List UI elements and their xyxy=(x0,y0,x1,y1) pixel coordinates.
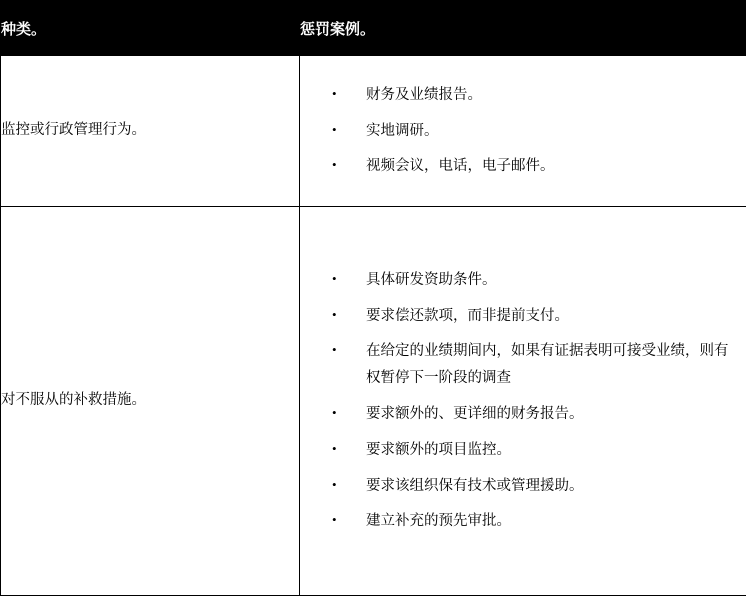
list-item: • 要求额外的项目监控。 xyxy=(300,437,746,464)
row-case-list-cell xyxy=(300,207,746,596)
bullet-list xyxy=(300,267,746,536)
bullet-list xyxy=(300,82,746,180)
table-header-row xyxy=(1,1,746,56)
list-item: • 要求该组织保有技术或管理援助。 xyxy=(300,473,746,500)
table-header xyxy=(1,1,746,56)
list-item: • 具体研发资助条件。 xyxy=(300,267,746,294)
list-item: • 财务及业绩报告。 xyxy=(300,82,746,109)
list-item: • 建立补充的预先审批。 xyxy=(300,508,746,535)
list-item: • 在给定的业绩期间内，如果有证据表明可接受业绩，则有权暂停下一阶段的调查 xyxy=(300,338,746,392)
table-body xyxy=(1,56,746,596)
row-case-list-cell xyxy=(300,56,746,207)
table-row xyxy=(1,56,746,207)
list-item: • 视频会议，电话，电子邮件。 xyxy=(300,153,746,180)
row-type-label: 监控或行政管理行为。 xyxy=(1,56,300,207)
table-row xyxy=(1,207,746,596)
list-item: • 要求额外的、更详细的财务报告。 xyxy=(300,401,746,428)
list-item: • 要求偿还款项，而非提前支付。 xyxy=(300,303,746,330)
column-header-case: 惩罚案例。 xyxy=(300,1,746,56)
column-header-type: 种类。 xyxy=(1,1,300,56)
list-item: • 实地调研。 xyxy=(300,118,746,145)
row-type-label: 对不服从的补救措施。 xyxy=(1,207,300,596)
